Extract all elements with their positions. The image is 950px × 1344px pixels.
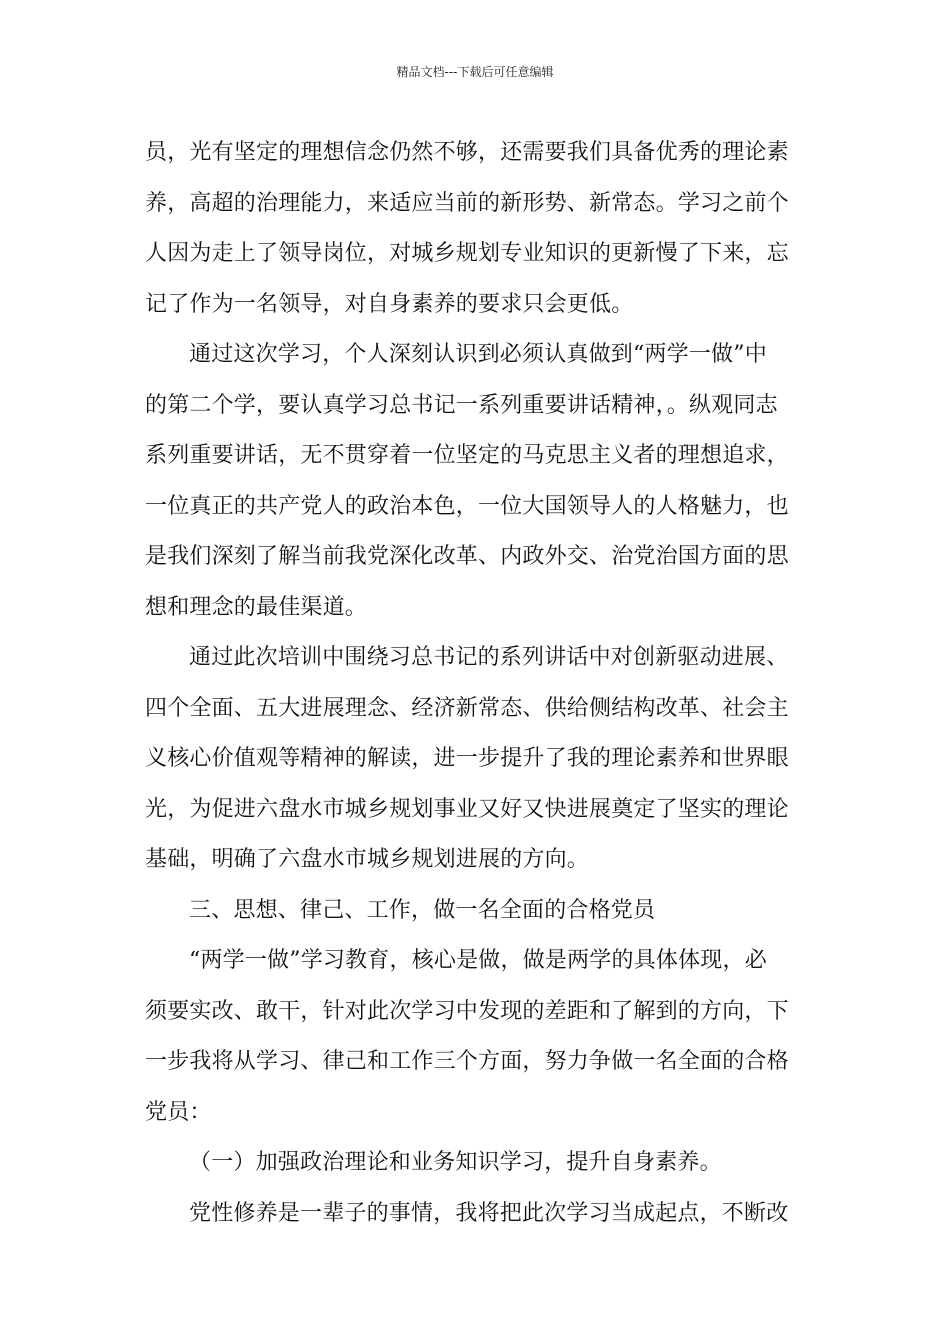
text-line: 基础，明确了六盘水市城乡规划进展的方向。 xyxy=(145,847,590,872)
text-line: 党员： xyxy=(145,1099,212,1125)
page-header-note: 精品文档---下载后可任意编辑 xyxy=(396,65,554,79)
text-line: 养，高超的治理能力，来适应当前的新形势、新常态。学习之前个 xyxy=(145,190,789,216)
text-line: 人因为走上了领导岗位，对城乡规划专业知识的更新慢了下来，忘 xyxy=(145,241,789,266)
text-line: 义核心价值观等精神的解读，进一步提升了我的理论素养和世界眼 xyxy=(145,746,789,771)
text-line: 须要实改、敢干，针对此次学习中发现的差距和了解到的方向，下 xyxy=(145,998,789,1024)
text-line: 系列重要讲话，无不贯穿着一位坚定的马克思主义者的理想追求， xyxy=(145,443,789,468)
text-line: 党性修养是一辈子的事情，我将把此次学习当成起点，不断改 xyxy=(189,1200,789,1226)
text-line: 一步我将从学习、律己和工作三个方面，努力争做一名全面的合格 xyxy=(145,1049,789,1074)
text-line: 通过这次学习，个人深刻认识到必须认真做到“两学一做”中 xyxy=(189,342,767,367)
text-line: 光，为促进六盘水市城乡规划事业又好又快进展奠定了坚实的理论 xyxy=(145,796,789,822)
text-line: “两学一做”学习教育，核心是做，做是两学的具体体现，必 xyxy=(189,948,767,973)
text-line: 员，光有坚定的理想信念仍然不够，还需要我们具备优秀的理论素 xyxy=(145,140,789,165)
text-line: 记了作为一名领导，对自身素养的要求只会更低。 xyxy=(145,291,634,317)
text-line: 四个全面、五大进展理念、经济新常态、供给侧结构改革、社会主 xyxy=(145,695,789,721)
document-body xyxy=(145,128,805,1239)
text-line: 想和理念的最佳渠道。 xyxy=(145,594,368,620)
text-line: 是我们深刻了解当前我党深化改革、内政外交、治党治国方面的思 xyxy=(145,544,789,569)
text-line: （一）加强政治理论和业务知识学习，提升自身素养。 xyxy=(189,1150,722,1175)
text-line: 通过此次培训中围绕习总书记的系列讲话中对创新驱动进展、 xyxy=(189,645,789,670)
text-line: 一位真正的共产党人的政治本色，一位大国领导人的人格魅力，也 xyxy=(145,493,789,519)
text-line: 三、思想、律己、工作，做一名全面的合格党员 xyxy=(189,897,656,923)
text-line: 的第二个学，要认真学习总书记一系列重要讲话精神，。纵观同志 xyxy=(145,392,778,418)
